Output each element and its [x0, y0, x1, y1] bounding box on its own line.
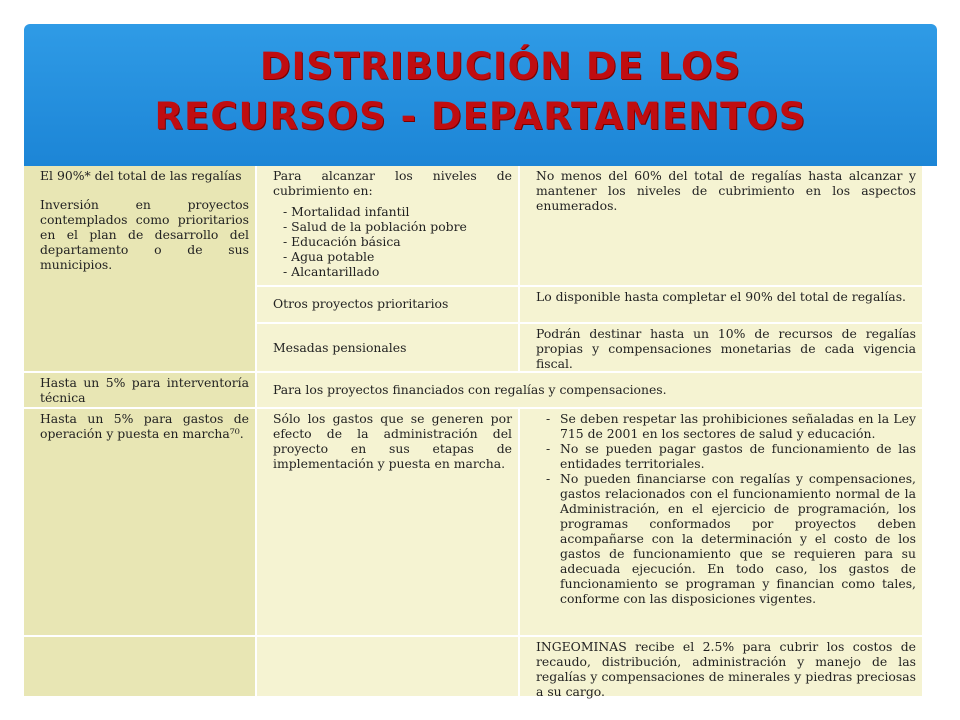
- cell-text: Sólo los gastos que se generen por efecto de la administración del proyecto en sus etapas de implementación y puesta en marcha.: [273, 411, 512, 471]
- cell-text: INGEOMINAS recibe el 2.5% para cubrir los costos de recaudo, distribución, administración y manejo de las regalías y compensaciones de minerales y piedras preciosas a su cargo.: [536, 639, 916, 699]
- list-item: - No se pueden pagar gastos de funcionamiento de las entidades territoriales.: [546, 441, 916, 471]
- table-cell-empty: [24, 637, 255, 696]
- list-item: - Alcantarillado: [283, 264, 380, 279]
- cell-text: Mesadas pensionales: [273, 340, 407, 355]
- cell-text: Para los proyectos financiados con regalías y compensaciones.: [273, 382, 667, 397]
- cell-text: Hasta un 5% para interventoría técnica: [40, 375, 249, 405]
- table-cell-other-projects: [257, 287, 518, 322]
- title-banner: [24, 24, 937, 166]
- table-cell-interventoria: [24, 373, 255, 407]
- slide: [24, 24, 937, 699]
- table-cell-operation: [24, 409, 255, 635]
- list-item: - Salud de la población pobre: [283, 219, 467, 234]
- table-cell-ingeominas: [520, 637, 922, 699]
- prohibitions-list: [540, 411, 916, 606]
- table-cell-financed-projects: [257, 373, 922, 407]
- list-item: - Agua potable: [283, 249, 375, 264]
- cell-text: Lo disponible hasta completar el 90% del total de regalías.: [536, 289, 906, 304]
- cell-text: Hasta un 5% para gastos de operación y puesta en marcha⁷⁰.: [40, 411, 249, 441]
- list-item: - Se deben respetar las prohibiciones señaladas en la Ley 715 de 2001 en los sectores de salud y educación.: [546, 411, 916, 441]
- table-cell-admin-costs: [257, 409, 518, 635]
- table-cell-60-percent: [520, 166, 922, 285]
- cell-text: No menos del 60% del total de regalías hasta alcanzar y mantener los niveles de cubrimiento en los aspectos enumerados.: [536, 168, 916, 213]
- slide-title: [24, 42, 937, 142]
- cell-text: Otros proyectos prioritarios: [273, 296, 449, 311]
- coverage-list: [273, 204, 512, 279]
- table-cell-empty: [257, 637, 518, 696]
- title-line-1: DISTRIBUCIÓN DE LOS: [259, 45, 742, 88]
- list-item: - Educación básica: [283, 234, 401, 249]
- table-cell-10-percent: [520, 324, 922, 371]
- cell-text: Inversión en proyectos contemplados como prioritarios en el plan de desarrollo del departamento o de sus municipios.: [40, 197, 249, 272]
- table-cell-pensions: [257, 324, 518, 371]
- table-cell-remaining: [520, 287, 922, 322]
- table-cell-90-percent: [24, 166, 255, 371]
- list-item: - No pueden financiarse con regalías y compensaciones, gastos relacionados con el funcionamiento normal de la Administración, en el ejercicio de programación, los programas conformados por proyectos deben acompañarse con la determinación y el costo de los gastos de funcionamiento que se requieren para su adecuada ejecución. En todo caso, los gastos de funcionamiento se programan y financian como tales, conforme con las disposiciones vigentes.: [546, 471, 916, 606]
- cell-text: El 90%* del total de las regalías: [40, 168, 242, 183]
- cell-text: Para alcanzar los niveles de cubrimiento en:: [273, 168, 512, 198]
- distribution-table: [24, 166, 937, 699]
- cell-text: Podrán destinar hasta un 10% de recursos de regalías propias y compensaciones monetarias de cada vigencia fiscal.: [536, 326, 916, 371]
- table-cell-coverage: [257, 166, 518, 285]
- list-item: - Mortalidad infantil: [283, 204, 410, 219]
- title-line-2: RECURSOS - DEPARTAMENTOS: [154, 95, 807, 138]
- table-cell-prohibitions: [520, 409, 922, 635]
